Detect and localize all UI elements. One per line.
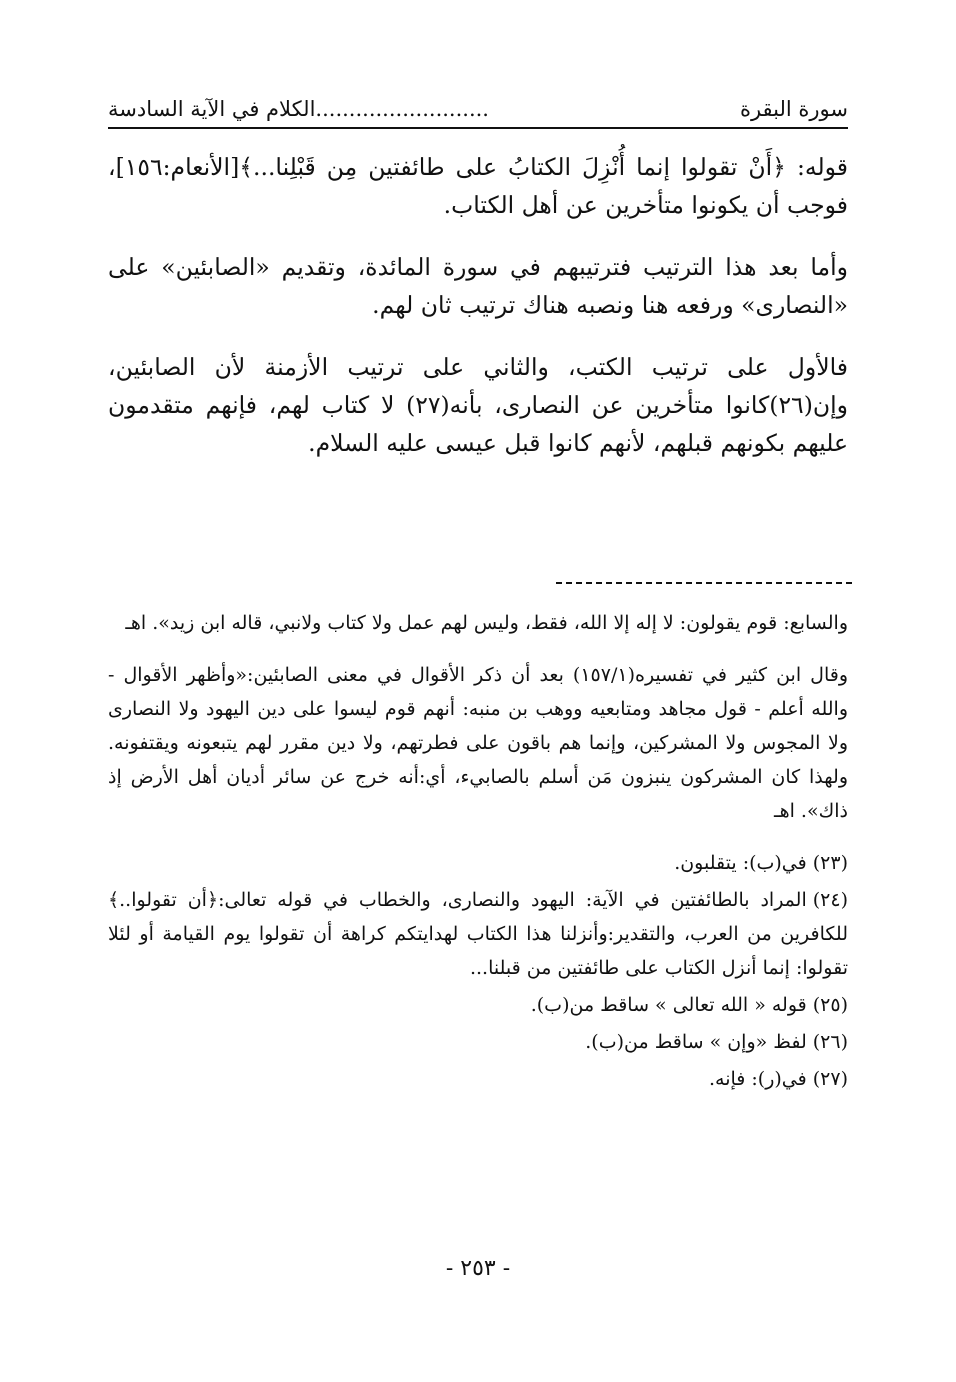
note-continuation-2: وقال ابن كثير في تفسيره(١٥٧/١) بعد أن ذكر الأقوال في معنى الصابئين:«وأظهر الأقوال - والله أعلم - قول مجاهد ومتابعيه ووهب بن منبه: أنهم قوم ليسوا على دين اليهود ولا النصارى ولا المجوس ولا المشركين، وإنما هم باقون على فطرتهم، ولا دين مقرر لهم يتبعونه ويقتفونه. ولهذا كان المشركون ينبزون مَن أسلم بالصابيء، أي:أنه خرج عن سائر أديان أهل الأرض إذ ذاك». اهـ — [108, 664, 848, 822]
main-paragraph-3: فالأول على ترتيب الكتب، والثاني على ترتيب الأزمنة لأن الصابئين، وإن(٢٦)كانوا متأخرين عن النصارى، بأنه(٢٧) لا كتاب لهم، فإنهم متقدمون عليهم بكونهم قبلهم، لأنهم كانوا قبل عيسى عليه السلام. — [108, 353, 848, 457]
running-header — [108, 92, 848, 126]
header-surah: سورة البقرة — [739, 97, 848, 121]
header-section: ..........................الكلام في الآية السادسة — [108, 97, 489, 121]
footnote-text: المراد بالطائفتين في الآية: اليهود والنصارى، والخطاب في قوله تعالى:﴿أن تقولوا..﴾ للكافرين من العرب، والتقدير:وأنزلنا هذا الكتاب لهدايتكم كراهة أن تقولوا يوم القيامة أو لئلا تقولوا: إنما أنزل الكتاب على طائفتين من قبلنا... — [108, 889, 848, 979]
main-text — [108, 148, 848, 486]
footnote-number: (٢٦) — [812, 1031, 848, 1053]
footnote-number: (٢٥) — [812, 994, 848, 1016]
main-paragraph-1: قوله: ﴿أَنْ تقولوا إنما أُنْزِلَ الكتابُ على طائفتين مِن قَبْلِنا...﴾[الأنعام:١٥٦]، فوجب أن يكونوا متأخرين عن أهل الكتاب. — [108, 153, 848, 219]
footnote-26 — [108, 1025, 848, 1059]
footnote-text: في(ب): يتقلبون. — [674, 852, 807, 874]
page-number: - ٢٥٣ - — [445, 1256, 511, 1281]
footnote-text: في(ر): فإنه. — [708, 1068, 807, 1090]
footnotes-area — [108, 606, 848, 1099]
footnote-number: (٢٤) — [812, 889, 848, 911]
main-paragraph-2: وأما بعد هذا الترتيب فترتيبهم في سورة المائدة، وتقديم «الصابئين» على «النصارى» ورفعه هنا ونصبه هناك ترتيب ثان لهم. — [108, 253, 848, 319]
footnote-text: قوله « الله تعالى » ساقط من(ب). — [530, 994, 807, 1016]
footnote-separator — [556, 582, 852, 584]
footnote-list — [108, 846, 848, 1096]
footnote-number: (٢٣) — [812, 852, 848, 874]
footnote-27 — [108, 1062, 848, 1096]
footnote-23 — [108, 846, 848, 880]
footnote-number: (٢٧) — [812, 1068, 848, 1090]
footnote-text: لفظ «وإن » ساقط من(ب). — [585, 1031, 807, 1053]
footnote-24 — [108, 883, 848, 985]
note-continuation-1: والسابع: قوم يقولون: لا إله إلا الله، فقط، وليس لهم عمل ولا كتاب ولانبي، قاله ابن زيد». اهـ — [125, 612, 848, 634]
footnote-25 — [108, 988, 848, 1022]
header-rule — [108, 127, 848, 129]
